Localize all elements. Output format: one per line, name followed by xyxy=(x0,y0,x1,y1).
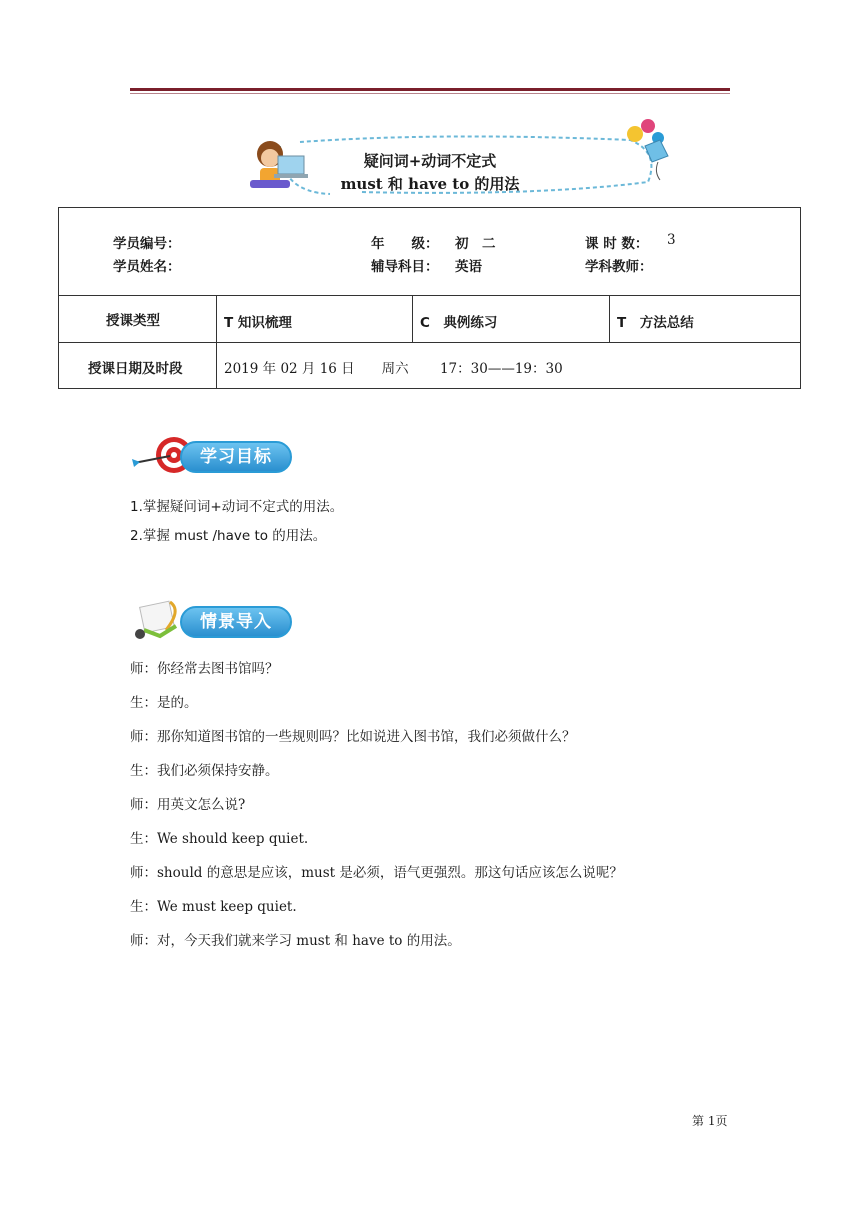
goal-item: 2.掌握 must /have to 的用法。 xyxy=(130,528,327,544)
grade-label: 年 级： xyxy=(371,236,439,252)
hours-label: 课 时 数： xyxy=(585,236,649,252)
page-title-line1: 疑问词+动词不定式 xyxy=(363,152,497,170)
lesson-type-t1: T 知识梳理 xyxy=(224,315,292,331)
lesson-type-label: 授课类型 xyxy=(106,313,160,329)
section-title-goals: 学习目标 xyxy=(180,441,292,473)
page-title-line2: must 和 have to 的用法 xyxy=(340,175,520,193)
section-title-scene: 情景导入 xyxy=(180,606,292,638)
lesson-type-t2: T 方法总结 xyxy=(617,315,694,331)
grade-value: 初 二 xyxy=(455,236,496,252)
header-rule-thin xyxy=(130,93,730,94)
dialogue-line: 生：我们必须保持安静。 xyxy=(130,763,279,779)
student-name-label: 学员姓名： xyxy=(113,259,181,275)
subject-label: 辅导科目： xyxy=(371,259,439,275)
teacher-label: 学科教师： xyxy=(585,259,653,275)
table-rule xyxy=(59,342,800,343)
dialogue-line: 生：We must keep quiet. xyxy=(130,899,297,915)
hours-value: 3 xyxy=(667,232,676,248)
lesson-info-table xyxy=(58,207,801,389)
table-rule xyxy=(216,295,217,389)
dialogue-line: 师：用英文怎么说? xyxy=(130,797,246,813)
subject-value: 英语 xyxy=(455,259,482,275)
section-header-goals xyxy=(130,435,310,475)
dialogue-line: 生：是的。 xyxy=(130,695,198,711)
dialogue-line: 师：那你知道图书馆的一些规则吗？比如说进入图书馆，我们必须做什么？ xyxy=(130,729,576,745)
goal-item: 1.掌握疑问词+动词不定式的用法。 xyxy=(130,499,344,515)
lesson-type-c: C 典例练习 xyxy=(420,315,498,331)
table-rule xyxy=(412,295,413,342)
lesson-date-label: 授课日期及时段 xyxy=(88,361,183,377)
table-rule xyxy=(59,295,800,296)
header-rule xyxy=(130,88,730,91)
table-rule xyxy=(609,295,610,342)
dialogue-line: 师：should 的意思是应该，must 是必须，语气更强烈。那这句话应该怎么说呢？ xyxy=(130,865,623,881)
student-id-label: 学员编号： xyxy=(113,236,181,252)
dialogue-line: 师：你经常去图书馆吗？ xyxy=(130,661,279,677)
lesson-date-value: 2019 年 02 月 16 日 周六 17：30——19：30 xyxy=(224,361,563,377)
page-number: 第 1页 xyxy=(692,1114,728,1128)
dialogue-line: 师：对，今天我们就来学习 must 和 have to 的用法。 xyxy=(130,933,461,949)
section-header-scene xyxy=(130,600,310,640)
dialogue-line: 生：We should keep quiet. xyxy=(130,831,309,847)
